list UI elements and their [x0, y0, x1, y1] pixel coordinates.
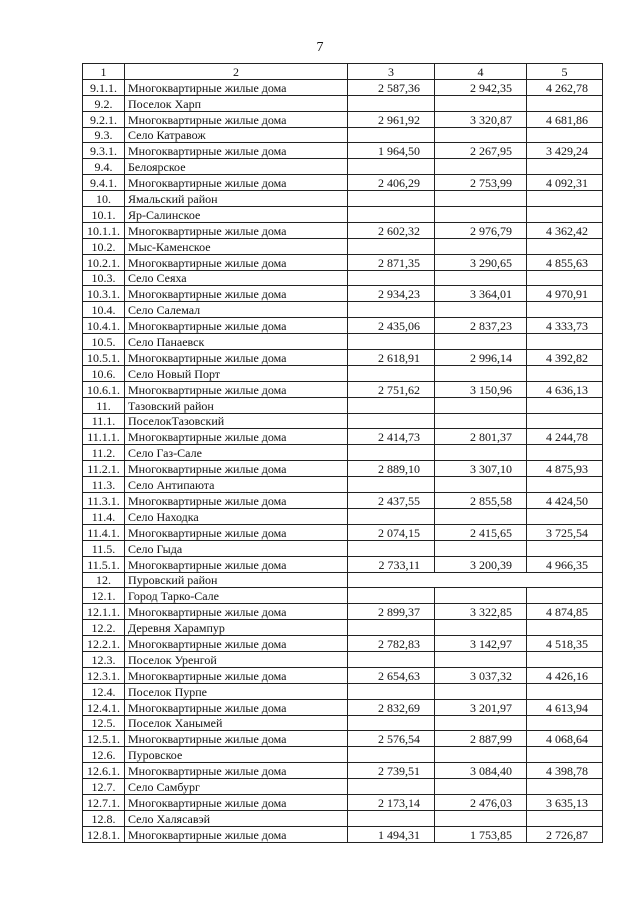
row-name-cell: Поселок Харп	[125, 95, 348, 111]
row-name-cell: Многоквартирные жилые дома	[125, 667, 348, 683]
value-cell-col4: 2 801,37	[435, 429, 527, 445]
value-cell-col4: 2 753,99	[435, 175, 527, 191]
row-name-cell: Ямальский район	[125, 191, 348, 207]
table-row	[83, 191, 603, 207]
value-cell-col5	[527, 445, 603, 461]
row-name-cell: Многоквартирные жилые дома	[125, 794, 348, 810]
value-cell-col3	[348, 445, 435, 461]
value-cell-col4: 3 290,65	[435, 254, 527, 270]
value-cell-col3: 2 733,11	[348, 556, 435, 572]
value-cell-col4	[435, 207, 527, 223]
value-cell-col3: 2 437,55	[348, 493, 435, 509]
value-cell-col3: 2 654,63	[348, 667, 435, 683]
value-cell-col3	[348, 715, 435, 731]
row-name-cell: Пуровское	[125, 747, 348, 763]
row-number-cell: 9.2.	[83, 95, 125, 111]
value-cell-col5	[527, 302, 603, 318]
value-cell-col5: 4 874,85	[527, 604, 603, 620]
row-number-cell: 11.1.1.	[83, 429, 125, 445]
table-row	[83, 254, 603, 270]
value-cell-col5	[527, 238, 603, 254]
value-cell-col4: 2 476,03	[435, 794, 527, 810]
row-number-cell: 12.2.	[83, 620, 125, 636]
row-number-cell: 10.6.	[83, 365, 125, 381]
table-row	[83, 540, 603, 556]
value-cell-col5	[527, 572, 603, 588]
value-cell-col3	[348, 207, 435, 223]
value-cell-col3	[348, 540, 435, 556]
value-cell-col4: 3 150,96	[435, 381, 527, 397]
table-row	[83, 715, 603, 731]
row-number-cell: 10.1.	[83, 207, 125, 223]
value-cell-col3	[348, 95, 435, 111]
row-name-cell: Многоквартирные жилые дома	[125, 381, 348, 397]
table-row	[83, 365, 603, 381]
value-cell-col3	[348, 779, 435, 795]
table-row	[83, 413, 603, 429]
row-name-cell: Пуровский район	[125, 572, 348, 588]
value-cell-col4	[435, 302, 527, 318]
table-row	[83, 334, 603, 350]
table-row	[83, 127, 603, 143]
value-cell-col4	[435, 715, 527, 731]
value-cell-col3	[348, 747, 435, 763]
column-header: 2	[125, 64, 348, 80]
row-name-cell: Многоквартирные жилые дома	[125, 254, 348, 270]
value-cell-col4	[435, 191, 527, 207]
value-cell-col5	[527, 810, 603, 826]
value-cell-col3	[348, 810, 435, 826]
row-number-cell: 12.1.1.	[83, 604, 125, 620]
table-row	[83, 207, 603, 223]
value-cell-col3	[348, 508, 435, 524]
row-number-cell: 10.3.	[83, 270, 125, 286]
row-number-cell: 10.	[83, 191, 125, 207]
value-cell-col3: 2 414,73	[348, 429, 435, 445]
value-cell-col3	[348, 365, 435, 381]
value-cell-col3: 2 739,51	[348, 763, 435, 779]
value-cell-col4: 3 322,85	[435, 604, 527, 620]
column-header: 5	[527, 64, 603, 80]
table-row	[83, 286, 603, 302]
value-cell-col5: 2 726,87	[527, 826, 603, 842]
value-cell-col5: 4 392,82	[527, 350, 603, 366]
table-row	[83, 826, 603, 842]
row-name-cell: Многоквартирные жилые дома	[125, 222, 348, 238]
value-cell-col5: 4 970,91	[527, 286, 603, 302]
value-cell-col5	[527, 715, 603, 731]
value-cell-col4: 3 320,87	[435, 111, 527, 127]
row-name-cell: Многоквартирные жилые дома	[125, 79, 348, 95]
value-cell-col4	[435, 810, 527, 826]
row-name-cell: Село Газ-Сале	[125, 445, 348, 461]
value-cell-col4	[435, 95, 527, 111]
value-cell-col5: 4 518,35	[527, 636, 603, 652]
value-cell-col3	[348, 127, 435, 143]
row-name-cell: Белоярское	[125, 159, 348, 175]
value-cell-col4	[435, 270, 527, 286]
table-row	[83, 111, 603, 127]
row-number-cell: 11.3.1.	[83, 493, 125, 509]
row-name-cell: Многоквартирные жилые дома	[125, 175, 348, 191]
value-cell-col4	[435, 413, 527, 429]
row-number-cell: 11.3.	[83, 477, 125, 493]
row-name-cell: Поселок Ханымей	[125, 715, 348, 731]
value-cell-col3	[348, 159, 435, 175]
value-cell-col5	[527, 413, 603, 429]
table-row	[83, 683, 603, 699]
table-row	[83, 810, 603, 826]
value-cell-col5	[527, 540, 603, 556]
row-number-cell: 10.4.	[83, 302, 125, 318]
value-cell-col4	[435, 620, 527, 636]
value-cell-col4: 2 837,23	[435, 318, 527, 334]
value-cell-col4: 2 415,65	[435, 524, 527, 540]
value-cell-col3: 2 406,29	[348, 175, 435, 191]
value-cell-col5	[527, 334, 603, 350]
table-row	[83, 270, 603, 286]
value-cell-col4: 3 037,32	[435, 667, 527, 683]
row-name-cell: Многоквартирные жилые дома	[125, 524, 348, 540]
row-name-cell: ПоселокТазовский	[125, 413, 348, 429]
row-number-cell: 10.1.1.	[83, 222, 125, 238]
value-cell-col3: 2 602,32	[348, 222, 435, 238]
value-cell-col5: 4 855,63	[527, 254, 603, 270]
value-cell-col5: 4 424,50	[527, 493, 603, 509]
row-number-cell: 12.1.	[83, 588, 125, 604]
row-number-cell: 11.5.	[83, 540, 125, 556]
value-cell-col5	[527, 127, 603, 143]
row-number-cell: 11.1.	[83, 413, 125, 429]
value-cell-col4: 2 887,99	[435, 731, 527, 747]
table-row	[83, 445, 603, 461]
row-number-cell: 12.8.	[83, 810, 125, 826]
value-cell-col4	[435, 159, 527, 175]
row-number-cell: 10.6.1.	[83, 381, 125, 397]
row-number-cell: 12.2.1.	[83, 636, 125, 652]
value-cell-col3	[348, 334, 435, 350]
table-row	[83, 731, 603, 747]
value-cell-col3: 2 899,37	[348, 604, 435, 620]
value-cell-col4	[435, 651, 527, 667]
value-cell-col5	[527, 159, 603, 175]
row-number-cell: 12.4.	[83, 683, 125, 699]
value-cell-col5: 4 426,16	[527, 667, 603, 683]
value-cell-col4	[435, 334, 527, 350]
table-header-row	[83, 64, 603, 80]
value-cell-col5: 4 398,78	[527, 763, 603, 779]
table-row	[83, 318, 603, 334]
value-cell-col5	[527, 588, 603, 604]
table-row	[83, 588, 603, 604]
row-name-cell: Мыс-Каменское	[125, 238, 348, 254]
value-cell-col4: 2 942,35	[435, 79, 527, 95]
value-cell-col4	[435, 572, 527, 588]
value-cell-col3: 2 618,91	[348, 350, 435, 366]
value-cell-col5	[527, 397, 603, 413]
value-cell-col3: 1 964,50	[348, 143, 435, 159]
value-cell-col4: 3 201,97	[435, 699, 527, 715]
value-cell-col5	[527, 207, 603, 223]
row-name-cell: Село Панаевск	[125, 334, 348, 350]
value-cell-col5	[527, 365, 603, 381]
value-cell-col4: 3 200,39	[435, 556, 527, 572]
table-row	[83, 508, 603, 524]
value-cell-col3: 2 961,92	[348, 111, 435, 127]
value-cell-col5: 3 429,24	[527, 143, 603, 159]
value-cell-col4	[435, 779, 527, 795]
row-name-cell: Село Салемал	[125, 302, 348, 318]
value-cell-col3	[348, 302, 435, 318]
value-cell-col4: 3 307,10	[435, 461, 527, 477]
value-cell-col4: 2 996,14	[435, 350, 527, 366]
row-name-cell: Село Катравож	[125, 127, 348, 143]
row-number-cell: 12.6.1.	[83, 763, 125, 779]
row-name-cell: Поселок Пурпе	[125, 683, 348, 699]
value-cell-col5	[527, 683, 603, 699]
row-number-cell: 9.1.1.	[83, 79, 125, 95]
table-row	[83, 747, 603, 763]
row-name-cell: Село Самбург	[125, 779, 348, 795]
value-cell-col4	[435, 540, 527, 556]
row-number-cell: 12.7.1.	[83, 794, 125, 810]
table-row	[83, 779, 603, 795]
value-cell-col5	[527, 651, 603, 667]
row-name-cell: Тазовский район	[125, 397, 348, 413]
table-row	[83, 175, 603, 191]
value-cell-col5	[527, 620, 603, 636]
table-row	[83, 699, 603, 715]
column-header: 1	[83, 64, 125, 80]
row-name-cell: Село Халясавэй	[125, 810, 348, 826]
table-row	[83, 302, 603, 318]
value-cell-col3	[348, 413, 435, 429]
value-cell-col5	[527, 508, 603, 524]
value-cell-col3	[348, 477, 435, 493]
value-cell-col5	[527, 779, 603, 795]
value-cell-col5: 4 092,31	[527, 175, 603, 191]
table-row	[83, 350, 603, 366]
row-name-cell: Село Новый Порт	[125, 365, 348, 381]
row-number-cell: 10.2.1.	[83, 254, 125, 270]
value-cell-col5: 4 875,93	[527, 461, 603, 477]
table-row	[83, 794, 603, 810]
row-number-cell: 11.4.1.	[83, 524, 125, 540]
row-number-cell: 9.3.	[83, 127, 125, 143]
row-number-cell: 10.2.	[83, 238, 125, 254]
table-row	[83, 159, 603, 175]
value-cell-col5: 4 966,35	[527, 556, 603, 572]
value-cell-col4: 3 142,97	[435, 636, 527, 652]
row-name-cell: Село Антипаюта	[125, 477, 348, 493]
row-name-cell: Многоквартирные жилые дома	[125, 699, 348, 715]
row-number-cell: 12.4.1.	[83, 699, 125, 715]
table-row	[83, 95, 603, 111]
row-number-cell: 12.5.1.	[83, 731, 125, 747]
value-cell-col4: 3 084,40	[435, 763, 527, 779]
table-row	[83, 636, 603, 652]
value-cell-col3: 2 074,15	[348, 524, 435, 540]
value-cell-col3: 2 435,06	[348, 318, 435, 334]
row-number-cell: 12.6.	[83, 747, 125, 763]
row-name-cell: Поселок Уренгой	[125, 651, 348, 667]
value-cell-col4	[435, 238, 527, 254]
row-name-cell: Многоквартирные жилые дома	[125, 286, 348, 302]
row-name-cell: Многоквартирные жилые дома	[125, 111, 348, 127]
table-row	[83, 143, 603, 159]
row-name-cell: Многоквартирные жилые дома	[125, 143, 348, 159]
row-name-cell: Многоквартирные жилые дома	[125, 731, 348, 747]
value-cell-col3: 2 751,62	[348, 381, 435, 397]
value-cell-col4	[435, 683, 527, 699]
value-cell-col4: 3 364,01	[435, 286, 527, 302]
row-number-cell: 12.8.1.	[83, 826, 125, 842]
value-cell-col5: 4 681,86	[527, 111, 603, 127]
row-number-cell: 11.2.	[83, 445, 125, 461]
table-row	[83, 572, 603, 588]
value-cell-col5: 4 362,42	[527, 222, 603, 238]
value-cell-col3: 2 782,83	[348, 636, 435, 652]
value-cell-col3: 1 494,31	[348, 826, 435, 842]
value-cell-col5	[527, 191, 603, 207]
value-cell-col3	[348, 270, 435, 286]
table-row	[83, 429, 603, 445]
row-number-cell: 12.5.	[83, 715, 125, 731]
row-name-cell: Село Находка	[125, 508, 348, 524]
row-number-cell: 12.	[83, 572, 125, 588]
value-cell-col5	[527, 95, 603, 111]
row-number-cell: 11.4.	[83, 508, 125, 524]
row-number-cell: 10.5.1.	[83, 350, 125, 366]
column-header: 4	[435, 64, 527, 80]
page-number: 7	[316, 40, 324, 55]
value-cell-col3	[348, 191, 435, 207]
value-cell-col3	[348, 651, 435, 667]
row-number-cell: 11.2.1.	[83, 461, 125, 477]
table-row	[83, 381, 603, 397]
row-name-cell: Село Сеяха	[125, 270, 348, 286]
table-row	[83, 79, 603, 95]
value-cell-col4: 2 267,95	[435, 143, 527, 159]
row-name-cell: Многоквартирные жилые дома	[125, 604, 348, 620]
value-cell-col4: 2 855,58	[435, 493, 527, 509]
value-cell-col3	[348, 588, 435, 604]
value-cell-col4	[435, 477, 527, 493]
row-name-cell: Многоквартирные жилые дома	[125, 318, 348, 334]
row-name-cell: Многоквартирные жилые дома	[125, 763, 348, 779]
value-cell-col3	[348, 620, 435, 636]
value-cell-col4	[435, 397, 527, 413]
value-cell-col5	[527, 747, 603, 763]
value-cell-col5: 4 613,94	[527, 699, 603, 715]
table-row	[83, 493, 603, 509]
row-name-cell: Яр-Салинское	[125, 207, 348, 223]
row-name-cell: Многоквартирные жилые дома	[125, 556, 348, 572]
table-row	[83, 477, 603, 493]
value-cell-col4: 1 753,85	[435, 826, 527, 842]
value-cell-col3: 2 576,54	[348, 731, 435, 747]
table-row	[83, 667, 603, 683]
value-cell-col4	[435, 747, 527, 763]
value-cell-col3	[348, 397, 435, 413]
row-name-cell: Многоквартирные жилые дома	[125, 493, 348, 509]
table-row	[83, 604, 603, 620]
row-number-cell: 9.2.1.	[83, 111, 125, 127]
row-name-cell: Город Тарко-Сале	[125, 588, 348, 604]
value-cell-col3	[348, 238, 435, 254]
table-row	[83, 222, 603, 238]
table-row	[83, 620, 603, 636]
value-cell-col3: 2 832,69	[348, 699, 435, 715]
row-number-cell: 12.3.1.	[83, 667, 125, 683]
value-cell-col4	[435, 127, 527, 143]
value-cell-col3	[348, 683, 435, 699]
value-cell-col4	[435, 588, 527, 604]
value-cell-col5: 4 636,13	[527, 381, 603, 397]
value-cell-col3: 2 934,23	[348, 286, 435, 302]
value-cell-col4: 2 976,79	[435, 222, 527, 238]
value-cell-col4	[435, 508, 527, 524]
table-row	[83, 461, 603, 477]
value-cell-col3	[348, 572, 435, 588]
row-name-cell: Многоквартирные жилые дома	[125, 461, 348, 477]
row-number-cell: 10.5.	[83, 334, 125, 350]
row-number-cell: 9.3.1.	[83, 143, 125, 159]
table-row	[83, 238, 603, 254]
value-cell-col5: 4 262,78	[527, 79, 603, 95]
row-name-cell: Многоквартирные жилые дома	[125, 826, 348, 842]
row-number-cell: 12.3.	[83, 651, 125, 667]
row-name-cell: Многоквартирные жилые дома	[125, 636, 348, 652]
value-cell-col3: 2 871,35	[348, 254, 435, 270]
value-cell-col5: 4 333,73	[527, 318, 603, 334]
column-header: 3	[348, 64, 435, 80]
row-number-cell: 12.7.	[83, 779, 125, 795]
table-row	[83, 763, 603, 779]
value-cell-col5	[527, 270, 603, 286]
row-number-cell: 10.3.1.	[83, 286, 125, 302]
table-row	[83, 524, 603, 540]
value-cell-col3: 2 173,14	[348, 794, 435, 810]
table-row	[83, 651, 603, 667]
row-number-cell: 9.4.1.	[83, 175, 125, 191]
table-row	[83, 556, 603, 572]
value-cell-col5: 3 725,54	[527, 524, 603, 540]
table-row	[83, 397, 603, 413]
value-cell-col3: 2 889,10	[348, 461, 435, 477]
row-name-cell: Многоквартирные жилые дома	[125, 429, 348, 445]
value-cell-col5: 3 635,13	[527, 794, 603, 810]
value-cell-col5: 4 068,64	[527, 731, 603, 747]
row-name-cell: Многоквартирные жилые дома	[125, 350, 348, 366]
row-number-cell: 11.	[83, 397, 125, 413]
row-number-cell: 11.5.1.	[83, 556, 125, 572]
value-cell-col3: 2 587,36	[348, 79, 435, 95]
table-body	[83, 79, 603, 842]
row-name-cell: Село Гыда	[125, 540, 348, 556]
value-cell-col4	[435, 365, 527, 381]
value-cell-col4	[435, 445, 527, 461]
tariff-table	[82, 63, 603, 843]
row-name-cell: Деревня Харампур	[125, 620, 348, 636]
row-number-cell: 10.4.1.	[83, 318, 125, 334]
value-cell-col5: 4 244,78	[527, 429, 603, 445]
value-cell-col5	[527, 477, 603, 493]
row-number-cell: 9.4.	[83, 159, 125, 175]
